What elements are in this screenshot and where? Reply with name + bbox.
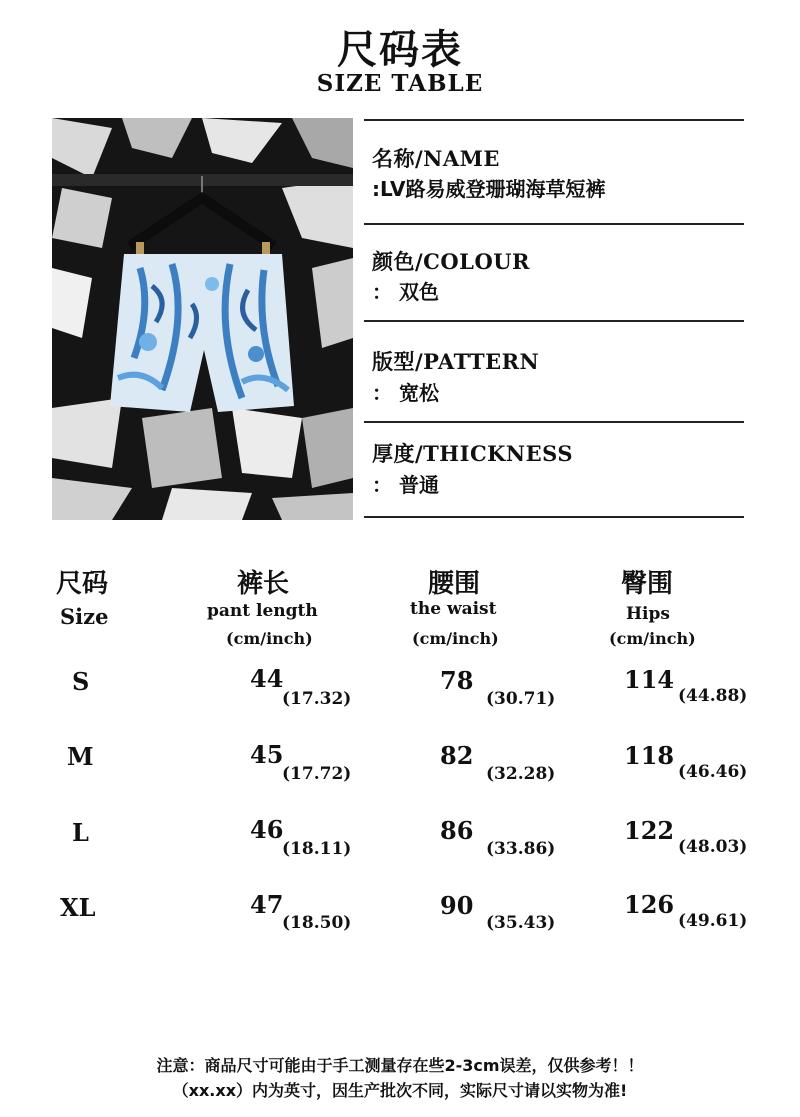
header-waist-en: the waist <box>410 599 497 619</box>
header-waist-cn: 腰围 <box>428 569 481 599</box>
product-photo-image <box>52 118 353 520</box>
info-divider <box>364 421 744 423</box>
row-m-size: M <box>67 742 94 771</box>
row-s-size: S <box>72 667 90 696</box>
row-l-hips-inch: (48.03) <box>678 837 748 857</box>
row-s-waist: 78 <box>440 666 474 695</box>
info-divider <box>364 119 744 121</box>
row-s-hips: 114 <box>624 665 675 694</box>
row-m-hips: 118 <box>624 741 675 770</box>
header-length-en: pant length <box>207 601 318 621</box>
row-xl-hips: 126 <box>624 890 675 919</box>
row-l-length: 46 <box>250 815 284 844</box>
page-title-cn: 尺码表 <box>337 27 463 73</box>
row-l-waist-inch: (33.86) <box>486 839 556 859</box>
page-title-en: SIZE TABLE <box>316 70 484 97</box>
info-colour-value: ： 双色 <box>372 280 439 304</box>
info-divider <box>364 223 744 225</box>
header-hips-en: Hips <box>626 604 670 624</box>
info-thickness-value: ： 普通 <box>372 473 439 497</box>
info-divider <box>364 320 744 322</box>
header-hips-unit: (cm/inch) <box>609 629 696 648</box>
row-s-waist-inch: (30.71) <box>486 689 556 709</box>
row-xl-length-inch: (18.50) <box>282 913 352 933</box>
row-l-hips: 122 <box>624 816 675 845</box>
row-xl-waist: 90 <box>440 891 474 920</box>
row-m-waist: 82 <box>440 741 474 770</box>
info-name-label: 名称/NAME <box>372 146 500 171</box>
row-xl-size: XL <box>60 893 96 922</box>
header-size-en: Size <box>60 604 109 629</box>
row-m-waist-inch: (32.28) <box>486 764 556 784</box>
row-s-length-inch: (17.32) <box>282 689 352 709</box>
info-pattern-label: 版型/PATTERN <box>372 349 540 374</box>
row-xl-waist-inch: (35.43) <box>486 913 556 933</box>
header-waist-unit: (cm/inch) <box>412 629 499 648</box>
row-l-size: L <box>72 818 89 847</box>
note-line-1: 注意：商品尺寸可能由于手工测量存在些2-3cm误差，仅供参考！！ <box>156 1056 644 1075</box>
row-m-length-inch: (17.72) <box>282 764 352 784</box>
row-m-length: 45 <box>250 740 284 769</box>
info-name-value: :LV路易威登珊瑚海草短裤 <box>372 177 606 201</box>
row-l-waist: 86 <box>440 816 474 845</box>
note-line-2: （xx.xx）内为英寸，因生产批次不同，实际尺寸请以实物为准! <box>172 1081 628 1100</box>
header-length-unit: (cm/inch) <box>226 629 313 648</box>
row-xl-length: 47 <box>250 890 284 919</box>
info-pattern-value: ： 宽松 <box>372 381 439 405</box>
header-hips-cn: 臀围 <box>621 569 674 599</box>
header-length-cn: 裤长 <box>237 569 290 599</box>
row-xl-hips-inch: (49.61) <box>678 911 748 931</box>
info-colour-label: 颜色/COLOUR <box>372 249 531 274</box>
row-l-length-inch: (18.11) <box>282 839 352 859</box>
row-s-hips-inch: (44.88) <box>678 686 748 706</box>
info-divider <box>364 516 744 518</box>
info-thickness-label: 厚度/THICKNESS <box>372 441 573 466</box>
product-photo <box>52 118 353 520</box>
header-size-cn: 尺码 <box>56 569 109 599</box>
row-m-hips-inch: (46.46) <box>678 762 748 782</box>
row-s-length: 44 <box>250 664 284 693</box>
